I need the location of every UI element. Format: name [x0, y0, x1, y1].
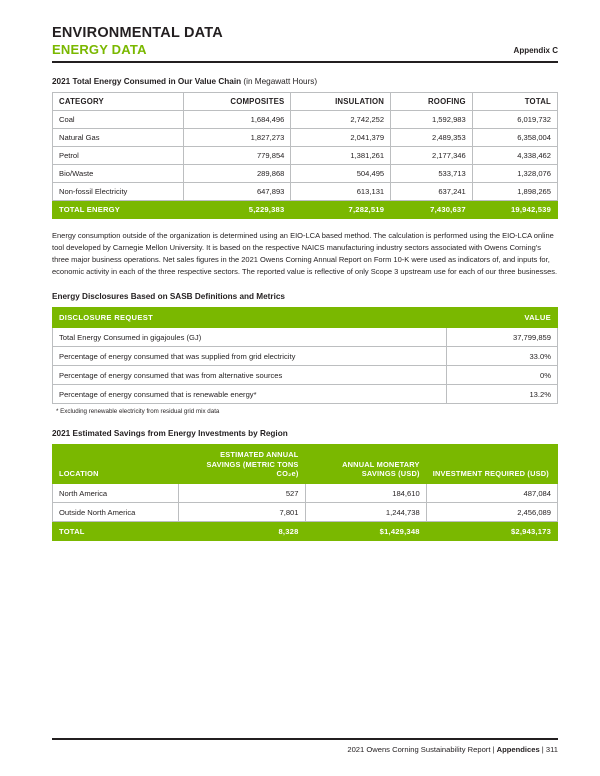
cell-insulation: 2,041,379 — [291, 128, 391, 146]
cell-category: Petrol — [53, 146, 184, 164]
cell-savings-tons: 7,801 — [179, 503, 305, 522]
table-row — [53, 182, 558, 200]
cell-investment-usd: 2,456,089 — [426, 503, 557, 522]
cell-composites: 779,854 — [183, 146, 291, 164]
savings-table-body — [53, 484, 558, 541]
col-disclosure-request: DISCLOSURE REQUEST — [53, 308, 447, 328]
cell-total-total: 19,942,539 — [472, 200, 557, 218]
header-titles — [52, 26, 223, 57]
col-composites: COMPOSITES — [183, 92, 291, 110]
disclosure-table — [52, 307, 558, 404]
col-location: LOCATION — [53, 445, 179, 484]
col-roofing: ROOFING — [391, 92, 473, 110]
cell-total-investment-usd: $2,943,173 — [426, 522, 557, 541]
cell-roofing: 1,592,983 — [391, 110, 473, 128]
cell-category: Natural Gas — [53, 128, 184, 146]
col-estimated-annual-savings-line2: SAVINGS (METRIC TONS CO₂e) — [206, 459, 299, 478]
col-investment-required: INVESTMENT REQUIRED (USD) — [426, 445, 557, 484]
savings-table-head — [53, 445, 558, 484]
cell-insulation: 504,495 — [291, 164, 391, 182]
table-total-row — [53, 200, 558, 218]
table-row — [53, 146, 558, 164]
table-header-row — [53, 308, 558, 328]
cell-savings-usd: 1,244,738 — [305, 503, 426, 522]
cell-total-savings-tons: 8,328 — [179, 522, 305, 541]
cell-insulation: 2,742,252 — [291, 110, 391, 128]
table-row — [53, 503, 558, 522]
cell-request: Total Energy Consumed in gigajoules (GJ) — [53, 328, 447, 347]
cell-insulation: 1,381,261 — [291, 146, 391, 164]
col-insulation: INSULATION — [291, 92, 391, 110]
cell-composites: 289,868 — [183, 164, 291, 182]
cell-request: Percentage of energy consumed that is renewable energy* — [53, 385, 447, 404]
page-title: ENVIRONMENTAL DATA — [52, 25, 223, 41]
body-paragraph: Energy consumption outside of the organization is determined using an EIO-LCA based method. The calculation is performed using the EIO-LCA online tool developed by Carnegie Mellon University. It is based on the respective NAICS manufacturing industry sectors associated with Owens Corning's three major business operations. Net sales figures in the 2021 Owens Corning Annual Report on Form 10-K were used as indicators of, and inputs for, economic activity in each of the three respective sectors. The reported value is reflective of only Scope 3 upstream use for each of our three businesses. — [52, 230, 558, 277]
cell-savings-tons: 527 — [179, 484, 305, 503]
cell-value: 33.0% — [446, 347, 557, 366]
table-row — [53, 366, 558, 385]
cell-composites: 647,893 — [183, 182, 291, 200]
table-row — [53, 164, 558, 182]
savings-heading: 2021 Estimated Savings from Energy Investments by Region — [52, 429, 288, 439]
page-footer — [52, 738, 558, 754]
cell-total: 1,328,076 — [472, 164, 557, 182]
cell-value: 0% — [446, 366, 557, 385]
disclosure-footnote: * Excluding renewable electricity from residual grid mix data — [56, 408, 220, 416]
table-row — [53, 128, 558, 146]
cell-total: 6,019,732 — [472, 110, 557, 128]
table-header-row — [53, 92, 558, 110]
cell-total-roofing: 7,430,637 — [391, 200, 473, 218]
footer-section-name: Appendices — [496, 745, 540, 754]
page-header — [52, 26, 558, 63]
col-annual-monetary-savings-line1: ANNUAL MONETARY — [342, 459, 420, 469]
cell-roofing: 637,241 — [391, 182, 473, 200]
col-category: CATEGORY — [53, 92, 184, 110]
cell-investment-usd: 487,084 — [426, 484, 557, 503]
cell-value: 13.2% — [446, 385, 557, 404]
energy-table-head — [53, 92, 558, 110]
col-annual-monetary-savings-line2: SAVINGS (USD) — [361, 468, 420, 478]
footer-report-name: 2021 Owens Corning Sustainability Report | — [347, 745, 497, 754]
col-annual-monetary-savings — [305, 445, 426, 484]
cell-insulation: 613,131 — [291, 182, 391, 200]
cell-roofing: 2,489,353 — [391, 128, 473, 146]
savings-table — [52, 444, 558, 541]
cell-location: North America — [53, 484, 179, 503]
cell-roofing: 533,713 — [391, 164, 473, 182]
cell-total-insulation: 7,282,519 — [291, 200, 391, 218]
table-header-row — [53, 445, 558, 484]
disclosure-heading: Energy Disclosures Based on SASB Definitions and Metrics — [52, 292, 285, 302]
cell-location: Outside North America — [53, 503, 179, 522]
cell-category: Non-fossil Electricity — [53, 182, 184, 200]
footer-page-number: | 311 — [539, 745, 558, 754]
cell-composites: 1,827,273 — [183, 128, 291, 146]
cell-total-label: TOTAL ENERGY — [53, 200, 184, 218]
table-row — [53, 328, 558, 347]
table-row — [53, 385, 558, 404]
cell-request: Percentage of energy consumed that was from alternative sources — [53, 366, 447, 385]
cell-request: Percentage of energy consumed that was supplied from grid electricity — [53, 347, 447, 366]
table-row — [53, 484, 558, 503]
cell-total: 6,358,004 — [472, 128, 557, 146]
col-estimated-annual-savings-line1: ESTIMATED ANNUAL — [220, 450, 299, 460]
cell-category: Coal — [53, 110, 184, 128]
disclosure-table-head — [53, 308, 558, 328]
col-value: VALUE — [446, 308, 557, 328]
cell-total-label: TOTAL — [53, 522, 179, 541]
energy-table-heading-light: (in Megawatt Hours) — [241, 76, 318, 86]
table-row — [53, 347, 558, 366]
cell-total: 1,898,265 — [472, 182, 557, 200]
col-total: TOTAL — [472, 92, 557, 110]
table-total-row — [53, 522, 558, 541]
appendix-label: Appendix C — [513, 45, 558, 55]
cell-value: 37,799,859 — [446, 328, 557, 347]
cell-total: 4,338,462 — [472, 146, 557, 164]
energy-consumption-table — [52, 92, 558, 219]
table-row — [53, 110, 558, 128]
page-subtitle: ENERGY DATA — [52, 41, 147, 57]
energy-table-body — [53, 110, 558, 218]
cell-composites: 1,684,496 — [183, 110, 291, 128]
cell-savings-usd: 184,610 — [305, 484, 426, 503]
cell-total-savings-usd: $1,429,348 — [305, 522, 426, 541]
energy-table-heading — [52, 77, 558, 86]
energy-table-heading-bold: 2021 Total Energy Consumed in Our Value Chain — [52, 76, 242, 86]
cell-category: Bio/Waste — [53, 164, 184, 182]
disclosure-table-body — [53, 328, 558, 404]
col-estimated-annual-savings — [179, 445, 305, 484]
cell-total-composites: 5,229,383 — [183, 200, 291, 218]
cell-roofing: 2,177,346 — [391, 146, 473, 164]
